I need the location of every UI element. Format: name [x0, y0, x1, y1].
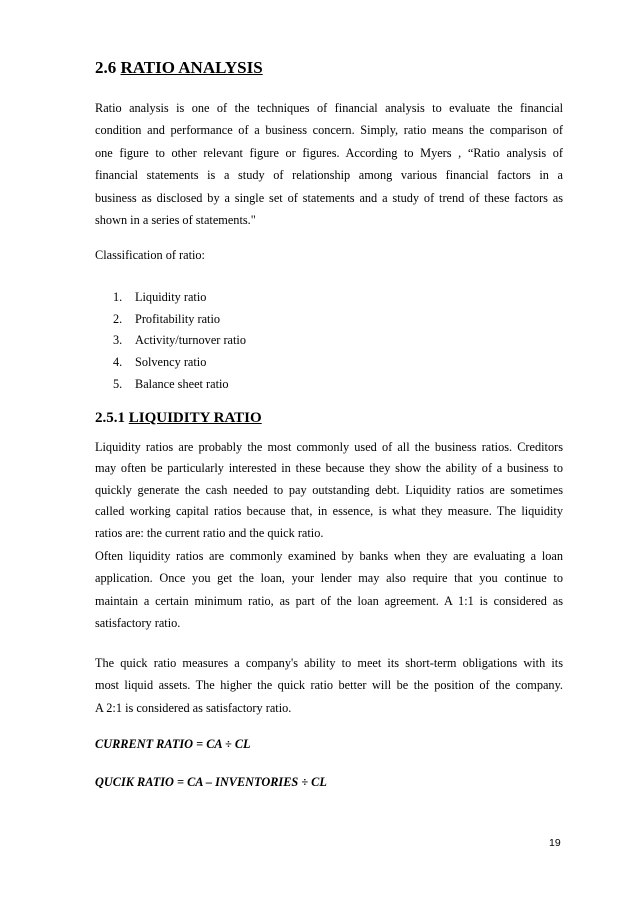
paragraph-line: called working capital ratios because that, in essence, is what they measure. The liquidity: [95, 504, 563, 519]
list-text: Profitability ratio: [135, 311, 221, 326]
classification-list: [95, 287, 246, 395]
list-item: [95, 287, 246, 309]
list-text: Solvency ratio: [135, 355, 207, 370]
list-number: 4.: [113, 355, 123, 370]
list-text: Liquidity ratio: [135, 290, 207, 304]
paragraph-line: satisfactory ratio.: [95, 616, 181, 631]
subsection-number: 2.5.1: [95, 410, 125, 426]
paragraph-line: most liquid assets. The higher the quick ratio better will be the position of the company.: [95, 678, 563, 693]
section-heading: [95, 58, 263, 78]
paragraph-line: financial statements is a study of relationship among various financial factors in a: [95, 168, 563, 183]
paragraph-line: Liquidity ratios are probably the most commonly used of all the business ratios. Creditors: [95, 440, 563, 454]
classification-label: Classification of ratio:: [95, 248, 205, 262]
liquidity-paragraph: [95, 437, 563, 544]
current-ratio-formula: CURRENT RATIO = CA ÷ CL: [95, 737, 251, 751]
paragraph-line: maintain a certain minimum ratio, as part of the loan agreement. A 1:1 is considered as: [95, 593, 563, 608]
paragraph-line: quickly generate the cash needed to pay outstanding debt. Liquidity ratios are sometimes: [95, 482, 563, 497]
paragraph-line: application. Once you get the loan, your lender may also require that you continue to: [95, 571, 563, 586]
intro-paragraph: [95, 97, 563, 231]
paragraph-line: The quick ratio measures a company's ability to meet its short-term obligations with its: [95, 656, 563, 670]
list-item: [95, 374, 246, 396]
page-number: 19: [549, 837, 561, 849]
paragraph-line: shown in a series of statements.": [95, 213, 256, 228]
list-number: 3.: [113, 333, 123, 348]
quick-ratio-formula: QUCIK RATIO = CA – INVENTORIES ÷ CL: [95, 775, 327, 789]
list-text: Activity/turnover ratio: [135, 333, 246, 348]
quick-ratio-paragraph: [95, 652, 563, 719]
bank-paragraph: [95, 545, 563, 635]
paragraph-line: A 2:1 is considered as satisfactory ratio.: [95, 700, 292, 715]
list-text: Balance sheet ratio: [135, 376, 229, 391]
list-item: [95, 309, 246, 331]
subsection-heading: [95, 410, 262, 427]
paragraph-line: business as disclosed by a single set of statements and a study of trend of these factors as: [95, 190, 563, 205]
section-title: RATIO ANALYSIS: [120, 58, 263, 77]
list-number: 1.: [113, 290, 123, 304]
list-number: 2.: [113, 311, 123, 326]
paragraph-line: Ratio analysis is one of the techniques of financial analysis to evaluate the financial: [95, 101, 563, 115]
list-item: [95, 330, 246, 352]
list-number: 5.: [113, 376, 123, 391]
list-item: [95, 352, 246, 374]
paragraph-line: Often liquidity ratios are commonly examined by banks when they are evaluating a loan: [95, 549, 563, 563]
section-number: 2.6: [95, 58, 117, 77]
paragraph-line: ratios are: the current ratio and the quick ratio.: [95, 525, 324, 540]
paragraph-line: one figure to other relevant figure or figures. According to Myers , “Ratio analysis of: [95, 145, 563, 160]
subsection-title: LIQUIDITY RATIO: [128, 410, 262, 426]
paragraph-line: condition and performance of a business concern. Simply, ratio means the comparison of: [95, 123, 563, 138]
paragraph-line: may often be particularly interested in these because they show the ability of a business to: [95, 461, 563, 476]
